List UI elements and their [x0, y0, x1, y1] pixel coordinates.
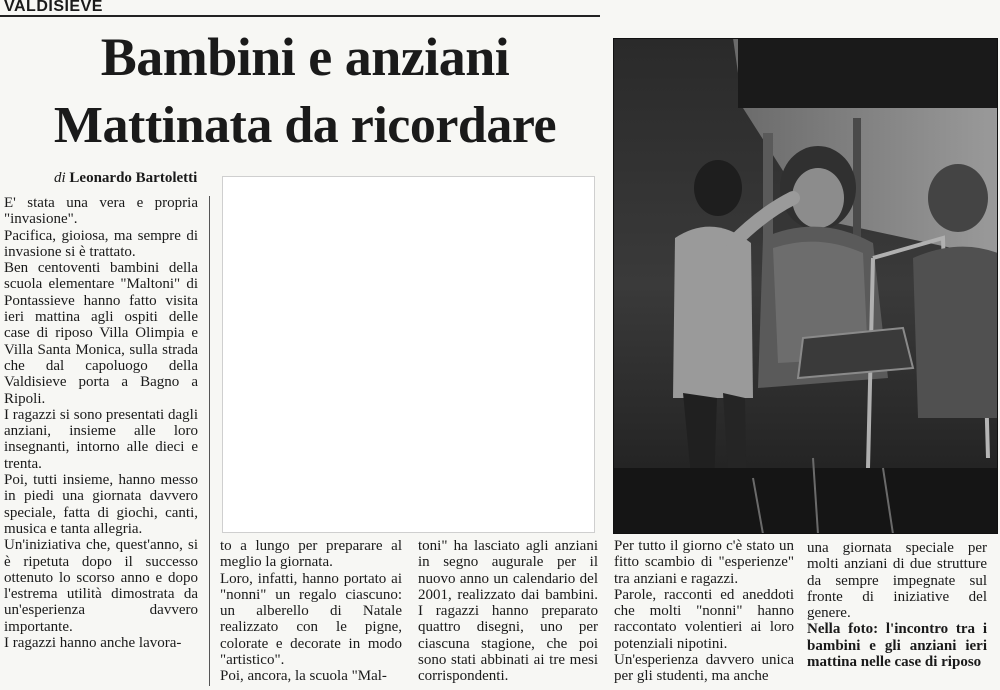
paragraph: Per tutto il giorno c'è stato un fitto scambio di "esperienze" tra anziani e ragazzi. [614, 538, 794, 587]
paragraph: toni" ha lasciato agli anziani in segno augurale per il nuovo anno un calendario del 2001, realizzato dai bambini. I ragazzi hanno preparato quattro disegni, uno per ciascuna stagione, che poi sono stati abbinati ai tre mesi corrispondenti. [418, 538, 598, 685]
news-photo [613, 38, 998, 534]
photo-caption: Nella foto: l'incontro tra i bambini e gli anziani ieri mattina nelle case di riposo [807, 621, 987, 671]
headline-line-2: Mattinata da ricordare [53, 97, 557, 154]
section-rule [0, 15, 600, 17]
blank-image-area [222, 176, 595, 533]
article-column-3 [418, 538, 598, 685]
column-divider [209, 196, 210, 686]
paragraph: Un'iniziativa che, quest'anno, si è ripetuta dopo il successo ottenuto lo scorso anno e dopo l'estrema utilità dimostrata da un'esperienza davvero importante. [4, 537, 198, 635]
paragraph: una giornata speciale per molti anziani di due strutture da sempre impegnate sul fronte di iniziative del genere. [807, 540, 987, 622]
headline-line-1: Bambini e anziani [100, 27, 510, 87]
paragraph: Ben centoventi bambini della scuola elementare "Maltoni" di Pontassieve hanno fatto visita ieri mattina agli ospiti delle case di riposo Villa Olimpia e Villa Santa Monica, sulla strada che dal capoluogo della Valdisieve porta a Bagno a Ripoli. [4, 260, 198, 407]
paragraph: Poi, ancora, la scuola "Mal- [220, 668, 387, 685]
paragraph: I ragazzi hanno anche lavora- [4, 635, 182, 652]
paragraph: to a lungo per preparare al meglio la giornata. [220, 538, 402, 571]
byline-author: Leonardo Bartoletti [69, 170, 198, 186]
byline [54, 170, 197, 187]
section-label: VALDISIEVE [4, 0, 103, 15]
article-column-4 [614, 538, 794, 685]
article-column-5 [807, 540, 987, 670]
byline-prefix: di [54, 170, 66, 186]
paragraph: Pacifica, gioiosa, ma sempre di invasione si è trattato. [4, 227, 198, 260]
article-column-1 [4, 195, 198, 651]
paragraph: I ragazzi si sono presentati dagli anziani, insieme alle loro insegnanti, intorno alle dieci e trenta. [4, 406, 198, 472]
paragraph: Loro, infatti, hanno portato ai "nonni" un regalo ciascuno: un alberello di Natale realizzato con le pigne, colorate e decorate in modo "artistico". [220, 570, 402, 669]
paragraph: Un'esperienza davvero unica per gli studenti, ma anche [614, 652, 794, 685]
paragraph: E' stata una vera e propria "invasione". [4, 195, 198, 228]
paragraph: Poi, tutti insieme, hanno messo in piedi una giornata davvero speciale, fatta di giochi, canti, musica e tanta allegria. [4, 472, 198, 537]
paragraph: Parole, racconti ed aneddoti che molti "nonni" hanno raccontato volentieri ai loro potenziali nipotini. [614, 586, 794, 652]
article-column-2 [220, 538, 402, 685]
